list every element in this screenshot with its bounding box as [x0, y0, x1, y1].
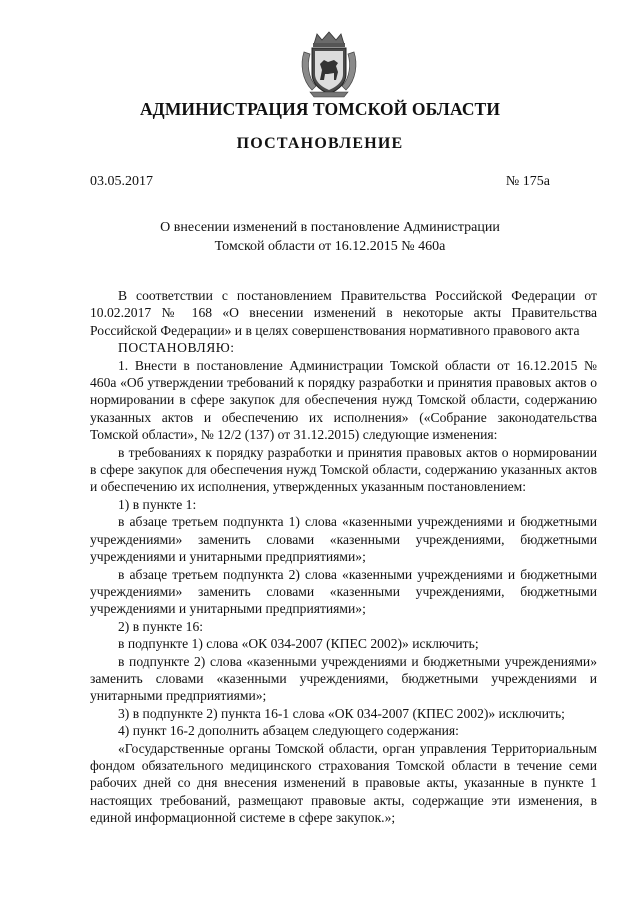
body-paragraph: 2) в пункте 16:	[118, 618, 204, 634]
body-paragraph: «Государственные органы Томской области, орган управления Территориальным фондом обязательного медицинского страхования Томской области в течение семи рабочих дней со дня внесения изменений в правовые акты, указанные в пункте 1 настоящих требований, размещают правовые акты, содержащие эти изменения, в единой информационной системе в сфере закупок.»;	[90, 740, 597, 826]
document-body	[90, 287, 597, 827]
document-date: 03.05.2017	[90, 174, 153, 189]
subject-line-1: О внесении изменений в постановление Администрации	[160, 220, 500, 235]
body-paragraph: 3) в подпункте 2) пункта 16-1 слова «ОК 034-2007 (КПЕС 2002)» исключить;	[118, 705, 565, 721]
tomsk-oblast-coat-of-arms-icon	[298, 30, 360, 100]
body-paragraph: в подпункте 2) слова «казенными учреждениями и бюджетными учреждениями» заменить словами «казенными учреждениями, бюджетными учреждениями и унитарными предприятиями»;	[90, 653, 597, 704]
body-paragraph: в подпункте 1) слова «ОК 034-2007 (КПЕС 2002)» исключить;	[118, 636, 479, 652]
organization-title: АДМИНИСТРАЦИЯ ТОМСКОЙ ОБЛАСТИ	[139, 99, 501, 119]
body-paragraph: в требованиях к порядку разработки и принятия правовых актов о нормировании в сфере закупок для обеспечения нужд Томской области, содержанию указанных актов и обеспечению их исполнения, утвержденных указанным постановлением:	[90, 444, 597, 495]
decree-word: ПОСТАНОВЛЯЮ:	[118, 340, 235, 356]
document-number: № 175а	[505, 174, 550, 189]
subject-line-2: Томской области от 16.12.2015 № 460а	[214, 238, 446, 254]
document-subject	[120, 219, 540, 256]
body-paragraph: в абзаце третьем подпункта 2) слова «казенными учреждениями и бюджетными учреждениями» заменить словами «казенными учреждениями, бюджетными учреждениями и унитарными предприятиями»;	[90, 566, 597, 617]
body-paragraph: 1) в пункте 1:	[118, 496, 197, 512]
body-paragraph: в абзаце третьем подпункта 1) слова «казенными учреждениями и бюджетными учреждениями» заменить словами «казенными учреждениями, бюджетными учреждениями и унитарными предприятиями»;	[90, 514, 597, 565]
document-type-heading: ПОСТАНОВЛЕНИЕ	[236, 135, 404, 152]
body-paragraph: 1. Внести в постановление Администрации Томской области от 16.12.2015 № 460а «Об утверждении требований к порядку разработки и принятия правовых актов о нормировании в сфере закупок для обеспечения нужд Томской области, содержанию указанных актов и обеспечению их исполнения» («Собрание законодательства Томской области», № 12/2 (137) от 31.12.2015) следующие изменения:	[90, 357, 597, 443]
body-paragraph: 4) пункт 16-2 дополнить абзацем следующего содержания:	[118, 723, 459, 739]
preamble-paragraph: В соответствии с постановлением Правительства Российской Федерации от 10.02.2017 № 168 «О внесении изменений в некоторые акты Правительства Российской Федерации» и в целях совершенствования нормативного правового акта	[90, 288, 597, 338]
